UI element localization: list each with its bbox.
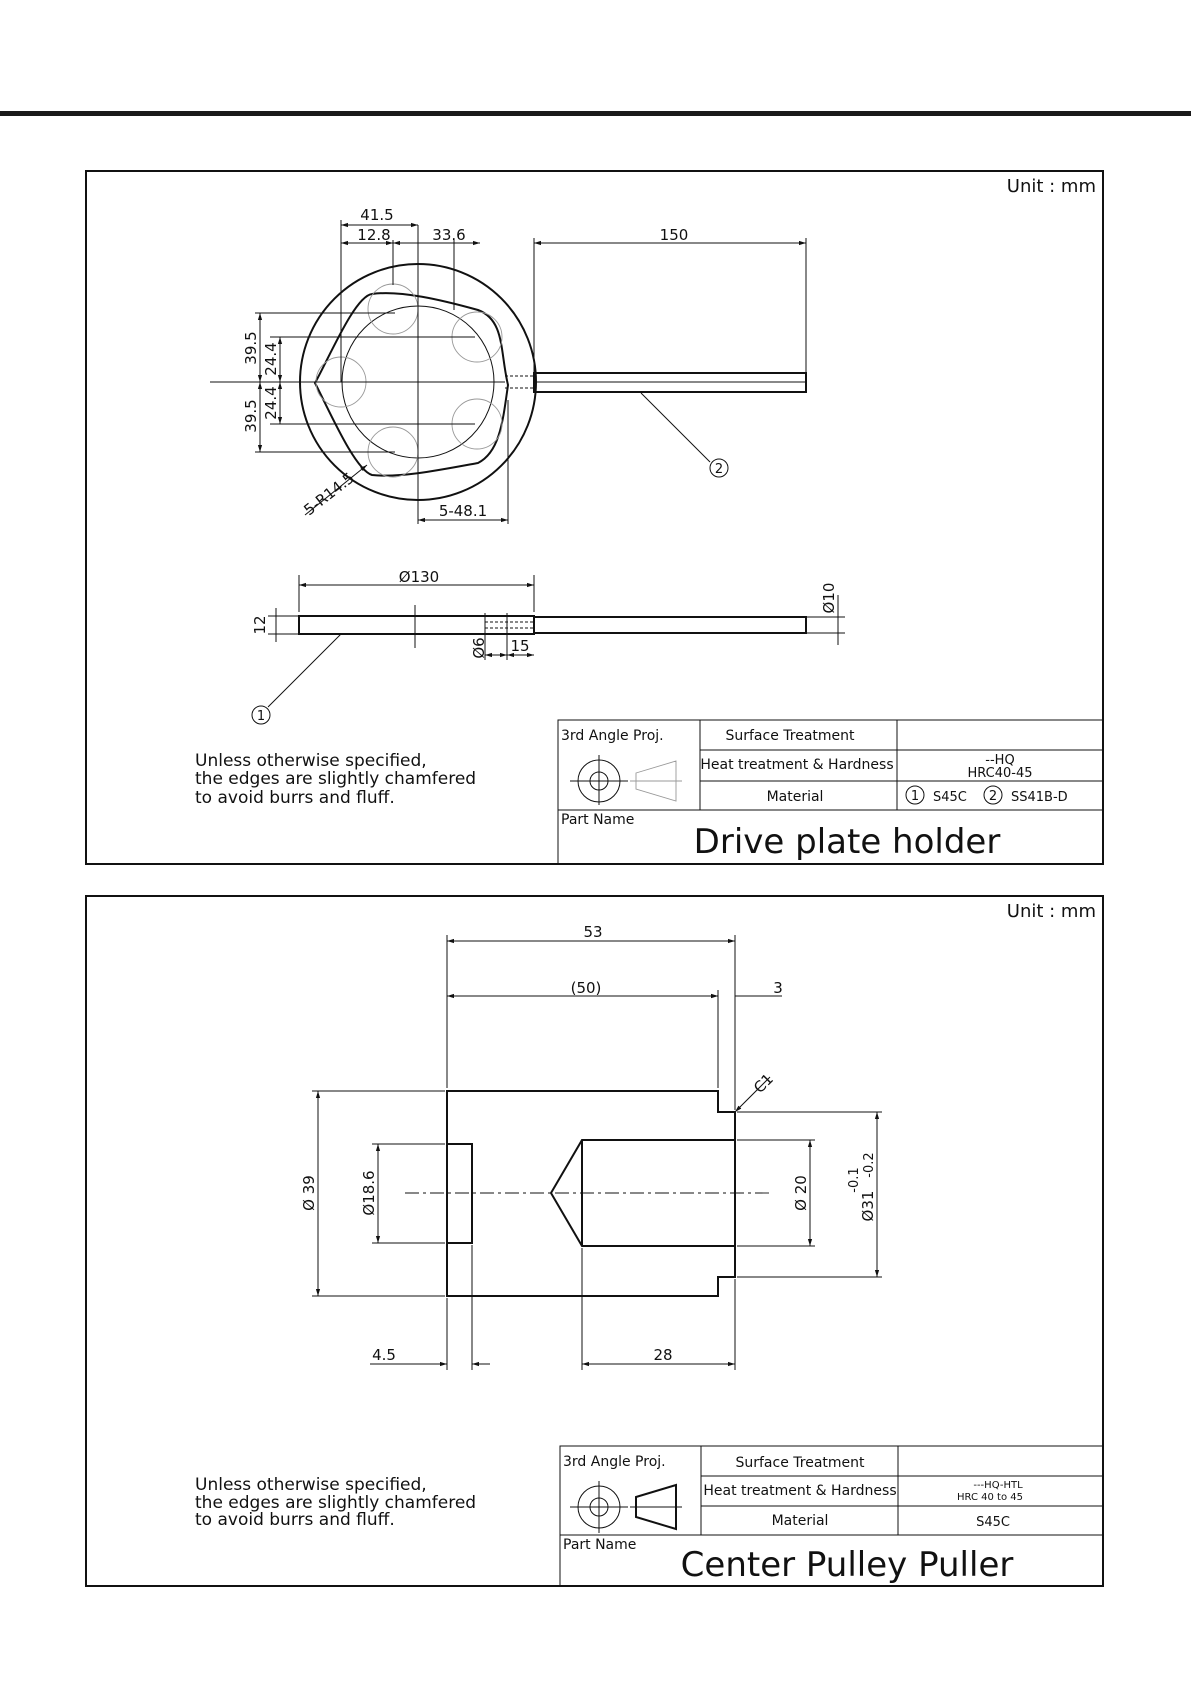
dim-39-5-upper: 39.5 [242, 331, 260, 365]
dim-24-4-lower: 24.4 [262, 386, 280, 420]
hole-1 [368, 284, 418, 334]
sheet-drive-plate-holder [86, 171, 1103, 864]
material-2-number: 2 [988, 789, 998, 804]
dim-48-1: 5-48.1 [438, 502, 488, 520]
part-name-label: Part Name [561, 812, 635, 828]
unit-label: Unit : mm [1006, 901, 1096, 922]
counterbore [447, 1144, 472, 1243]
material-1-number: 1 [910, 789, 920, 804]
dim-28: 28 [653, 1346, 673, 1364]
note-line-3: to avoid burrs and fluff. [195, 1510, 395, 1530]
body-outline [447, 1091, 735, 1296]
heat-treatment-label: Heat treatment & Hardness [700, 757, 894, 773]
note-line-3: to avoid burrs and fluff. [195, 788, 395, 808]
dim-c1: C1 [750, 1069, 777, 1097]
unit-label: Unit : mm [1006, 176, 1096, 197]
tolerance-lower: -0.2 [862, 1152, 877, 1178]
note-line-2: the edges are slightly chamfered [195, 1493, 477, 1513]
material-2: SS41B-D [1011, 790, 1068, 805]
dim-r14-5: 5-R14.5 [300, 468, 358, 520]
projection-label: 3rd Angle Proj. [561, 728, 664, 744]
sheet-center-pulley-puller [86, 896, 1103, 1586]
dim-41-5: 41.5 [360, 206, 394, 224]
part-name: Center Pulley Puller [680, 1545, 1014, 1585]
dim-15: 15 [510, 637, 530, 655]
dim-3: 3 [773, 979, 783, 997]
dim-39-5-lower: 39.5 [242, 399, 260, 433]
side-view [251, 568, 845, 724]
note-line-1: Unless otherwise specified, [195, 1475, 427, 1495]
general-note [195, 1475, 476, 1530]
heat-treatment-value-2: HRC 40 to 45 [957, 1492, 1023, 1503]
dim-24-4-upper: 24.4 [262, 342, 280, 376]
dim-53: 53 [583, 923, 603, 941]
heat-treatment-value-1: --HQ [985, 753, 1015, 768]
callout-1: 1 [256, 709, 266, 724]
dim-50: (50) [570, 979, 602, 997]
plan-view [210, 206, 806, 524]
heat-treatment-value-2: HRC40-45 [967, 766, 1033, 781]
disc-side [299, 616, 534, 634]
third-angle-symbol [570, 755, 682, 805]
material-label: Material [766, 789, 824, 805]
dim-phi130: Ø130 [398, 568, 440, 586]
dim-33-6: 33.6 [432, 226, 466, 244]
dim-phi10: Ø10 [820, 582, 838, 614]
leader-line [641, 393, 710, 462]
dim-phi31: Ø31 [859, 1190, 877, 1222]
general-note [195, 751, 476, 808]
part-view [300, 923, 882, 1370]
tolerance-upper: -0.1 [847, 1167, 862, 1193]
pentagon-pocket [315, 293, 508, 476]
part-name: Drive plate holder [693, 822, 1001, 862]
title-block [560, 1446, 1103, 1586]
dim-4-5: 4.5 [372, 1346, 396, 1364]
note-line-1: Unless otherwise specified, [195, 751, 427, 771]
handle-side [534, 617, 806, 633]
dim-12-8: 12.8 [357, 226, 391, 244]
dim-phi39: Ø 39 [300, 1175, 318, 1211]
title-block [558, 720, 1103, 864]
leader-line [268, 634, 341, 707]
heat-treatment-label: Heat treatment & Hardness [703, 1483, 897, 1499]
dim-150: 150 [659, 226, 689, 244]
material-1: S45C [933, 790, 967, 805]
surface-treatment-label: Surface Treatment [735, 1455, 865, 1471]
part-name-label: Part Name [563, 1537, 637, 1553]
note-line-2: the edges are slightly chamfered [195, 769, 477, 789]
material-value: S45C [976, 1515, 1010, 1530]
material-label: Material [771, 1513, 829, 1529]
surface-treatment-label: Surface Treatment [725, 728, 855, 744]
projection-label: 3rd Angle Proj. [563, 1454, 666, 1470]
dim-t12: 12 [251, 615, 269, 635]
callout-2: 2 [714, 462, 724, 477]
dim-phi6: Ø6 [470, 637, 488, 659]
third-angle-symbol [570, 1481, 682, 1533]
dim-phi20: Ø 20 [792, 1175, 810, 1211]
heat-treatment-value-1: ---HQ-HTL [973, 1480, 1023, 1491]
dim-phi18-6: Ø18.6 [360, 1170, 378, 1216]
